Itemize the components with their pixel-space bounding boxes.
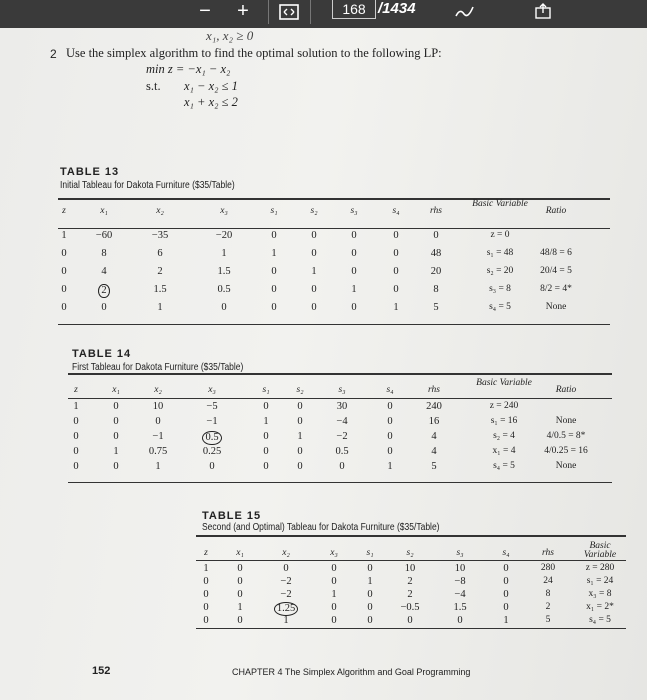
- table13-cell-r3-c10: 8/2 = 4*: [540, 284, 572, 294]
- table15-cell-r1-c1: 0: [237, 576, 243, 587]
- lp-constraint-1: x₁ − x₂ ≤ 1: [184, 79, 238, 93]
- table14-cell-r2-c1: 0: [113, 431, 119, 442]
- table14-header-5: s₂: [296, 385, 304, 395]
- table13-cell-r4-c3: 0: [221, 302, 227, 313]
- table14-cell-r3-c8: 4: [431, 446, 437, 457]
- table15-cell-r0-c7: 0: [503, 563, 509, 574]
- table14-cell-r4-c8: 5: [431, 461, 437, 472]
- table15-cell-r0-c2: 0: [283, 563, 289, 574]
- table13-header-10: Ratio: [545, 206, 567, 216]
- table15-cell-r1-c2: −2: [280, 576, 292, 587]
- table14-header-0: z: [74, 385, 78, 395]
- table15-header-1: x₁: [236, 548, 244, 558]
- annotate-button[interactable]: [450, 0, 480, 24]
- table15-cell-r0-c9: z = 280: [585, 563, 615, 573]
- table15-header-5: s₂: [406, 548, 414, 558]
- table15-cell-r0-c6: 10: [454, 563, 466, 574]
- table14-title: First Tableau for Dakota Furniture ($35/Table): [72, 362, 244, 373]
- table15-cell-r2-c3: 1: [331, 589, 337, 600]
- table14-cell-r3-c2: 0.75: [148, 446, 168, 457]
- table13-cell-r3-c4: 0: [271, 284, 277, 295]
- table15-cell-r2-c0: 0: [203, 589, 209, 600]
- table14-cell-r1-c9: s₁ = 16: [490, 416, 518, 426]
- table13-cell-r4-c10: None: [545, 302, 567, 312]
- table13-cell-r3-c9: s₃ = 8: [489, 284, 511, 294]
- table13-cell-r3-c6: 1: [351, 284, 357, 295]
- table14-cell-r2-c7: 0: [387, 431, 393, 442]
- table15-cell-r4-c6: 0: [457, 615, 463, 626]
- viewer-toolbar: [0, 0, 647, 28]
- table15-header-2: x₂: [282, 548, 290, 558]
- table13-cell-r1-c8: 48: [430, 248, 442, 259]
- table14-label: TABLE 14: [72, 348, 132, 360]
- table14-cell-r1-c10: None: [555, 416, 577, 426]
- table14-cell-r3-c5: 0: [297, 446, 303, 457]
- table15-cell-r3-c0: 0: [203, 602, 209, 613]
- table14-cell-r0-c2: 10: [152, 401, 164, 412]
- table15-cell-r2-c7: 0: [503, 589, 509, 600]
- table14-cell-r4-c6: 0: [339, 461, 345, 472]
- table14-cell-r0-c9: z = 240: [489, 401, 519, 411]
- table14-cell-r0-c3: −5: [206, 401, 218, 412]
- table13-cell-r1-c4: 1: [271, 248, 277, 259]
- table15-cell-r3-c1: 1: [237, 602, 243, 613]
- table13-cell-r1-c2: 6: [157, 248, 163, 259]
- table15-cell-r2-c9: x₃ = 8: [588, 589, 612, 599]
- table13-cell-r2-c3: 1.5: [217, 266, 231, 277]
- table15-cell-r3-c5: −0.5: [400, 602, 420, 613]
- table14-cell-r2-c6: −2: [336, 431, 348, 442]
- table13-cell-r3-c5: 0: [311, 284, 317, 295]
- table13-header-5: s₂: [310, 206, 318, 216]
- page-number-input[interactable]: 168: [332, 0, 376, 19]
- table15-cell-r3-c8: 2: [545, 602, 551, 612]
- table14-cell-r1-c4: 1: [263, 416, 269, 427]
- problem-number: 2: [50, 47, 57, 61]
- table13-header-4: s₁: [270, 206, 278, 216]
- table14-cell-r3-c6: 0.5: [335, 446, 349, 457]
- table14-cell-r4-c1: 0: [113, 461, 119, 472]
- table14-cell-r0-c1: 0: [113, 401, 119, 412]
- plus-icon: +: [237, 0, 249, 22]
- table14-cell-r3-c10: 4/0.25 = 16: [544, 446, 588, 456]
- table15-header-0: z: [204, 548, 208, 558]
- table15-cell-r0-c0: 1: [203, 563, 209, 574]
- pen-icon: [454, 4, 476, 20]
- table14-cell-r2-c9: s₂ = 4: [493, 431, 515, 441]
- table14-cell-r1-c3: −1: [206, 416, 218, 427]
- table13-cell-r2-c8: 20: [430, 266, 442, 277]
- table13-header-3: x₃: [220, 206, 228, 216]
- table13-title: Initial Tableau for Dakota Furniture ($35/Table): [60, 180, 235, 191]
- table13-cell-r4-c4: 0: [271, 302, 277, 313]
- table15-cell-r4-c9: s₄ = 5: [589, 615, 611, 625]
- lp-st-label: s.t.: [146, 79, 161, 93]
- table13-cell-r3-c3: 0.5: [217, 284, 231, 295]
- table13-cell-r1-c1: 8: [101, 248, 107, 259]
- table13-cell-r0-c6: 0: [351, 230, 357, 241]
- table14-cell-r3-c9: x₁ = 4: [492, 446, 516, 456]
- table15-cell-r1-c7: 0: [503, 576, 509, 587]
- table14-cell-r3-c3: 0.25: [202, 446, 222, 457]
- page-number: 152: [92, 665, 111, 677]
- table15-cell-r4-c2: 1: [283, 615, 289, 626]
- table15-header-4: s₁: [366, 548, 374, 558]
- table15-cell-r4-c5: 0: [407, 615, 413, 626]
- table15-cell-r4-c7: 1: [503, 615, 509, 626]
- table13-cell-r4-c7: 1: [393, 302, 399, 313]
- table14-cell-r4-c2: 1: [155, 461, 161, 472]
- table14-cell-r3-c0: 0: [73, 446, 79, 457]
- table13-header-7: s₄: [392, 206, 400, 216]
- table13-cell-r2-c6: 0: [351, 266, 357, 277]
- table15-cell-r0-c4: 0: [367, 563, 373, 574]
- lp-constraint-2: x₁ + x₂ ≤ 2: [184, 95, 238, 109]
- document-page: [0, 28, 647, 700]
- table15-cell-r3-c7: 0: [503, 602, 509, 613]
- table14-cell-r2-c2: −1: [152, 431, 164, 442]
- table14-cell-r3-c7: 0: [387, 446, 393, 457]
- table13-cell-r0-c2: −35: [151, 230, 169, 241]
- table13-cell-r1-c10: 48/8 = 6: [540, 248, 572, 258]
- table14-cell-r1-c5: 0: [297, 416, 303, 427]
- table15-cell-r1-c0: 0: [203, 576, 209, 587]
- table14-header-7: s₄: [386, 385, 394, 395]
- table13-cell-r3-c7: 0: [393, 284, 399, 295]
- table15-title: Second (and Optimal) Tableau for Dakota Furniture ($35/Table): [202, 522, 440, 533]
- table15-cell-r2-c1: 0: [237, 589, 243, 600]
- table15-cell-r3-c2: 1.25: [269, 602, 303, 616]
- table15-header-9: Basic Variable: [583, 541, 617, 560]
- table14-cell-r0-c6: 30: [336, 401, 348, 412]
- table14-header-1: x₁: [112, 385, 120, 395]
- lp-objective: min z = −x₁ − x₂: [146, 62, 231, 76]
- table14-cell-r4-c4: 0: [263, 461, 269, 472]
- previous-text-fragment: x₁, x₂ ≥ 0: [206, 28, 254, 43]
- table15-cell-r0-c5: 10: [404, 563, 416, 574]
- table14-cell-r2-c4: 0: [263, 431, 269, 442]
- table14-cell-r2-c3: 0.5: [192, 431, 232, 445]
- table15-label: TABLE 15: [202, 510, 262, 522]
- table13-cell-r4-c5: 0: [311, 302, 317, 313]
- table14-cell-r1-c8: 16: [428, 416, 440, 427]
- table13-cell-r2-c0: 0: [61, 266, 67, 277]
- table15-cell-r1-c3: 0: [331, 576, 337, 587]
- table13-cell-r2-c9: s₂ = 20: [486, 266, 514, 276]
- table14-cell-r3-c1: 1: [113, 446, 119, 457]
- share-icon: [534, 3, 552, 19]
- table14-header-10: Ratio: [555, 385, 577, 395]
- table15-cell-r0-c1: 0: [237, 563, 243, 574]
- table15-cell-r1-c9: s₁ = 24: [586, 576, 614, 586]
- table13-header-1: x₁: [100, 206, 108, 216]
- table14-cell-r1-c2: 0: [155, 416, 161, 427]
- table13-cell-r1-c3: 1: [221, 248, 227, 259]
- table13-cell-r2-c2: 2: [157, 266, 163, 277]
- table13-cell-r4-c1: 0: [101, 302, 107, 313]
- table15-cell-r2-c2: −2: [280, 589, 292, 600]
- table13-cell-r0-c4: 0: [271, 230, 277, 241]
- table15-cell-r3-c6: 1.5: [453, 602, 467, 613]
- table15-header-8: rhs: [542, 548, 554, 558]
- table14-cell-r0-c8: 240: [426, 401, 442, 412]
- table14-cell-r1-c7: 0: [387, 416, 393, 427]
- table15-header-6: s₃: [456, 548, 464, 558]
- problem-text: Use the simplex algorithm to find the optimal solution to the following LP:: [66, 46, 442, 60]
- table13-cell-r0-c9: z = 0: [490, 230, 510, 240]
- table13-cell-r2-c7: 0: [393, 266, 399, 277]
- table13-cell-r0-c0: 1: [61, 230, 67, 241]
- table14-cell-r4-c5: 0: [297, 461, 303, 472]
- table14-cell-r0-c5: 0: [297, 401, 303, 412]
- table13-header-0: z: [62, 206, 66, 216]
- fit-page-icon: [279, 4, 299, 20]
- table14-cell-r2-c0: 0: [73, 431, 79, 442]
- share-button[interactable]: [528, 0, 558, 24]
- table15-cell-r4-c0: 0: [203, 615, 209, 626]
- table13-cell-r0-c3: −20: [215, 230, 233, 241]
- table13-cell-r3-c8: 8: [433, 284, 439, 295]
- table13-cell-r1-c9: s₁ = 48: [486, 248, 514, 258]
- table13-cell-r0-c8: 0: [433, 230, 439, 241]
- table14-cell-r2-c8: 4: [431, 431, 437, 442]
- table15-cell-r2-c6: −4: [454, 589, 466, 600]
- zoom-in-button[interactable]: [228, 0, 258, 24]
- table13-cell-r0-c1: −60: [95, 230, 113, 241]
- table14-cell-r0-c0: 1: [73, 401, 79, 412]
- table13-label: TABLE 13: [60, 166, 120, 178]
- table13-cell-r4-c6: 0: [351, 302, 357, 313]
- table15-cell-r1-c5: 2: [407, 576, 413, 587]
- table15-cell-r1-c8: 24: [543, 576, 553, 586]
- table13-cell-r2-c4: 0: [271, 266, 277, 277]
- table14-header-3: x₃: [208, 385, 216, 395]
- table13-cell-r2-c1: 4: [101, 266, 107, 277]
- table15-cell-r3-c4: 0: [367, 602, 373, 613]
- zoom-out-button[interactable]: [190, 0, 220, 24]
- table13-cell-r1-c5: 0: [311, 248, 317, 259]
- table15-cell-r2-c4: 0: [367, 589, 373, 600]
- table15-cell-r0-c3: 0: [331, 563, 337, 574]
- table14-header-4: s₁: [262, 385, 270, 395]
- table15-cell-r1-c4: 1: [367, 576, 373, 587]
- table13-cell-r2-c10: 20/4 = 5: [540, 266, 572, 276]
- table15-cell-r2-c8: 8: [545, 589, 551, 599]
- table13-cell-r2-c5: 1: [311, 266, 317, 277]
- table13-cell-r1-c6: 0: [351, 248, 357, 259]
- table15-header-7: s₄: [502, 548, 510, 558]
- minus-icon: −: [199, 0, 211, 22]
- table14-cell-r1-c6: −4: [336, 416, 348, 427]
- table15-header-3: x₃: [330, 548, 338, 558]
- table14-cell-r1-c0: 0: [73, 416, 79, 427]
- table14-cell-r0-c4: 0: [263, 401, 269, 412]
- table13-cell-r1-c7: 0: [393, 248, 399, 259]
- table14-cell-r4-c0: 0: [73, 461, 79, 472]
- table13-header-6: s₃: [350, 206, 358, 216]
- table13-cell-r4-c2: 1: [157, 302, 163, 313]
- table13-cell-r4-c9: s₄ = 5: [489, 302, 511, 312]
- table14-header-8: rhs: [428, 385, 440, 395]
- table14-cell-r2-c10: 4/0.5 = 8*: [546, 431, 586, 441]
- table15-cell-r4-c3: 0: [331, 615, 337, 626]
- table13-cell-r4-c8: 5: [433, 302, 439, 313]
- table15-cell-r4-c1: 0: [237, 615, 243, 626]
- table15-cell-r2-c5: 2: [407, 589, 413, 600]
- footer-chapter-title: CHAPTER 4 The Simplex Algorithm and Goal Programming: [232, 667, 471, 677]
- table13-cell-r4-c0: 0: [61, 302, 67, 313]
- table15-cell-r1-c6: −8: [454, 576, 466, 587]
- table13-cell-r3-c2: 1.5: [153, 284, 167, 295]
- table15-cell-r4-c4: 0: [367, 615, 373, 626]
- table14-header-6: s₃: [338, 385, 346, 395]
- page-total: /1434: [378, 0, 416, 17]
- table14-cell-r4-c7: 1: [387, 461, 393, 472]
- table13-cell-r1-c0: 0: [61, 248, 67, 259]
- table15-cell-r0-c8: 280: [540, 563, 556, 573]
- table14-header-9: Basic Variable: [476, 378, 532, 388]
- table14-cell-r0-c7: 0: [387, 401, 393, 412]
- table14-cell-r4-c10: None: [555, 461, 577, 471]
- table14-header-2: x₂: [154, 385, 162, 395]
- table14-cell-r1-c1: 0: [113, 416, 119, 427]
- table13-cell-r0-c7: 0: [393, 230, 399, 241]
- table15-cell-r3-c3: 0: [331, 602, 337, 613]
- table15-cell-r4-c8: 5: [545, 615, 551, 625]
- table13-cell-r3-c0: 0: [61, 284, 67, 295]
- table13-cell-r3-c1: 2: [84, 284, 124, 298]
- table14-cell-r3-c4: 0: [263, 446, 269, 457]
- table14-cell-r4-c9: s₄ = 5: [493, 461, 515, 471]
- fit-page-button[interactable]: [276, 0, 302, 24]
- table15-cell-r3-c9: x₁ = 2*: [586, 602, 614, 612]
- table13-header-2: x₂: [156, 206, 164, 216]
- table13-cell-r0-c5: 0: [311, 230, 317, 241]
- table14-cell-r2-c5: 1: [297, 431, 303, 442]
- table13-header-9: Basic Variable: [472, 199, 528, 209]
- table14-cell-r4-c3: 0: [209, 461, 215, 472]
- table13-header-8: rhs: [430, 206, 442, 216]
